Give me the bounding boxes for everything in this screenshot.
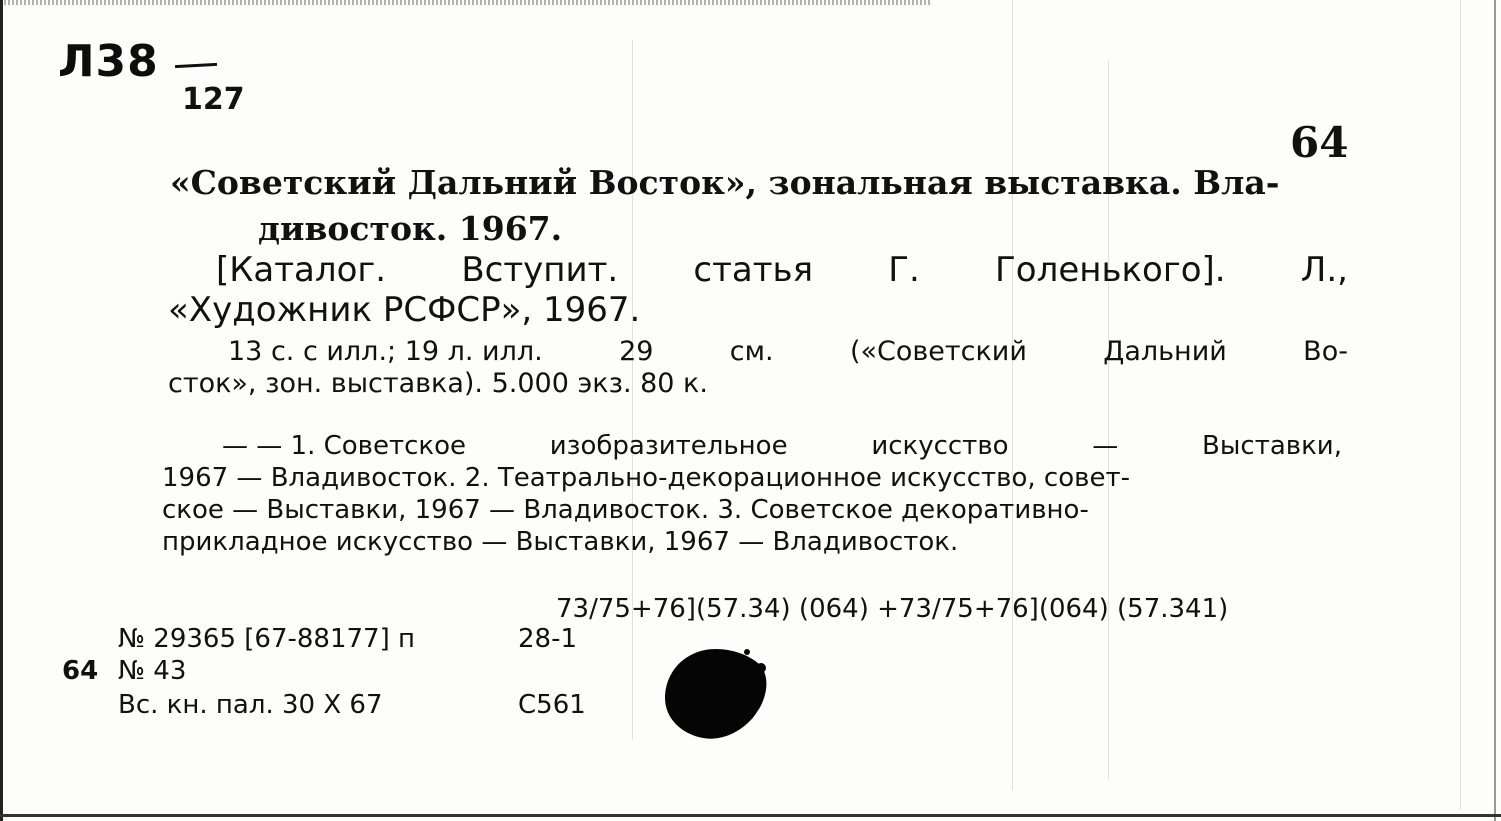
code-1: 28-1	[518, 624, 578, 654]
catalog-line-1	[168, 250, 1348, 290]
physical-description	[168, 336, 1348, 400]
word: 13 с. с илл.; 19 л. илл.	[228, 336, 543, 367]
subjects-line-3: ское — Выставки, 1967 — Владивосток. 3. Советское декоративно-	[162, 495, 1089, 525]
word: Во-	[1303, 336, 1348, 367]
handwritten-stroke	[175, 63, 217, 68]
subjects-line-4: прикладное искусство — Выставки, 1967 — Владивосток.	[162, 527, 959, 557]
catalog-statement	[168, 250, 1348, 330]
entry-title	[170, 160, 1350, 252]
word: Выставки,	[1202, 431, 1342, 461]
handwritten-shelfmark-sub: 127	[182, 82, 245, 117]
description-line-1	[168, 336, 1348, 368]
record-number: № 29365 [67-88177] п	[118, 624, 416, 654]
word: искусство	[871, 431, 1009, 461]
card-number: 64	[1290, 118, 1349, 167]
registration-date: Вс. кн. пал. 30 X 67	[118, 690, 383, 720]
word: [Каталог.	[216, 250, 387, 290]
title-line-2: дивосток. 1967.	[258, 209, 563, 248]
word: — — 1. Советское	[222, 431, 467, 461]
title-line-1: «Советский Дальний Восток», зональная выставка. Вла-	[170, 163, 1280, 202]
card-right-edge	[1494, 0, 1496, 821]
word: Вступит.	[461, 250, 619, 290]
subjects-line-2: 1967 — Владивосток. 2. Театрально-декорационное искусство, совет-	[162, 463, 1130, 493]
card-left-edge	[0, 0, 3, 821]
description-line-2: сток», зон. выставка). 5.000 экз. 80 к.	[168, 368, 708, 399]
top-edge-strip	[0, 0, 930, 5]
ink-blot	[663, 646, 771, 742]
word: изобразительное	[549, 431, 788, 461]
word: —	[1092, 431, 1119, 461]
card-number-bottom: 64	[62, 656, 99, 686]
card-bottom-edge	[0, 814, 1501, 817]
subject-headings	[162, 430, 1342, 558]
word: статья	[693, 250, 814, 290]
word: 29	[619, 336, 654, 367]
code-2: С561	[518, 690, 586, 720]
scan-line	[1460, 0, 1461, 810]
issue-number: № 43	[118, 656, 187, 686]
classification-index: 73/75+76](57.34) (064) +73/75+76](064) (57.341)	[556, 594, 1229, 624]
word: Л.,	[1300, 250, 1348, 290]
subjects-line-1	[162, 430, 1342, 462]
word: Голенького].	[995, 250, 1226, 290]
word: Г.	[888, 250, 920, 290]
word: см.	[729, 336, 774, 367]
catalog-line-2: «Художник РСФСР», 1967.	[168, 290, 641, 330]
word: Дальний	[1103, 336, 1227, 367]
word: («Советский	[849, 336, 1027, 367]
handwritten-shelfmark: Л38	[58, 36, 159, 87]
